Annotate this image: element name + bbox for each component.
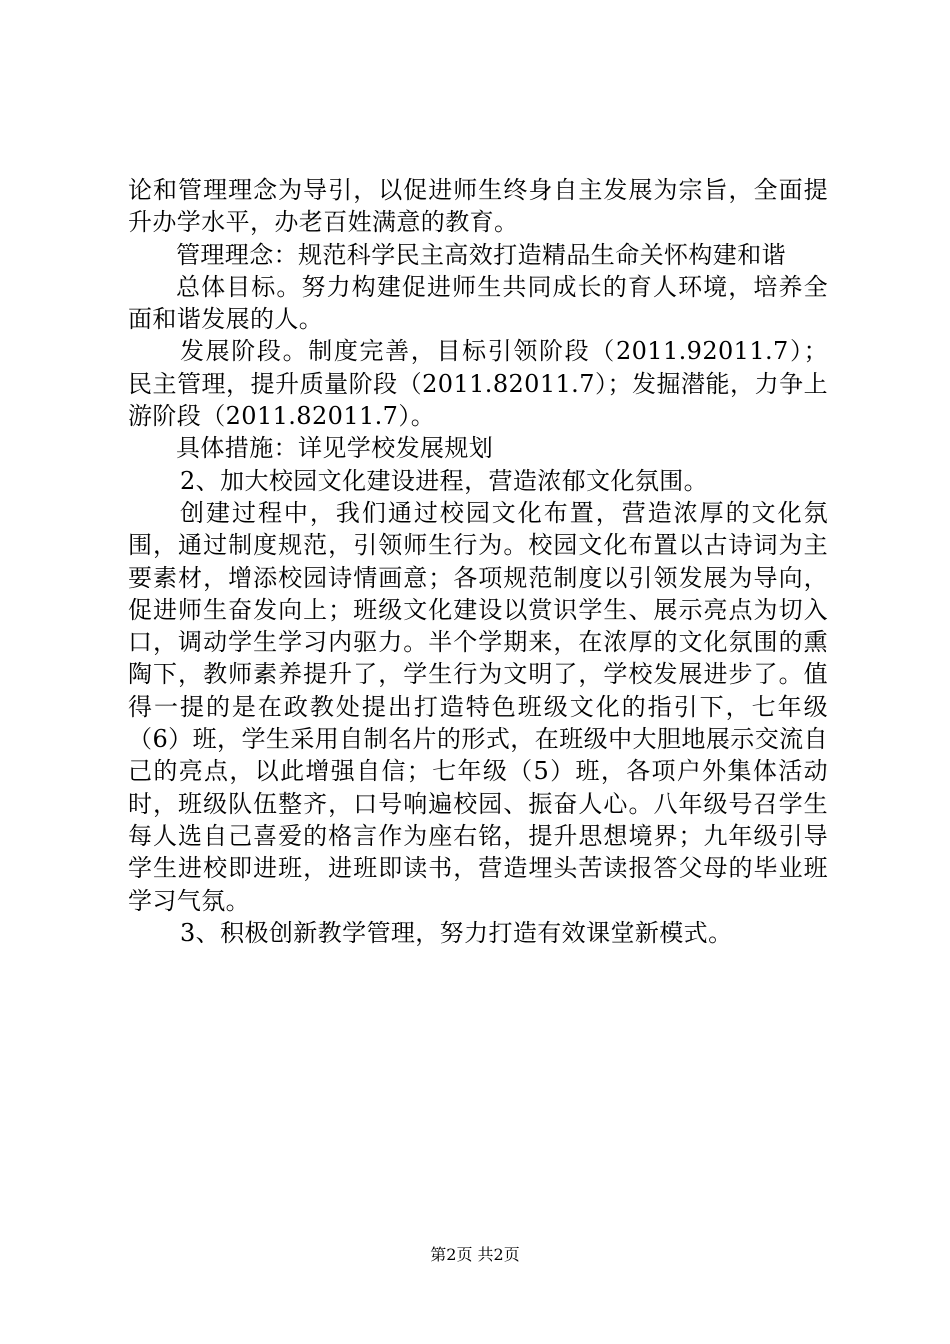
paragraph-overall-goal: 总体目标。努力构建促进师生共同成长的育人环境，培养全面和谐发展的人。 <box>128 272 828 334</box>
paragraph-campus-culture: 创建过程中，我们通过校园文化布置，营造浓厚的文化氛围，通过制度规范，引领师生行为。校园文化布置以古诗词为主要素材，增添校园诗情画意；各项规范制度以引领发展为导向，促进师生奋发向上；班级文化建设以赏识学生、展示亮点为切入口，调动学生学习内驱力。半个学期来，在浓厚的文化氛围的熏陶下，教师素养提升了，学生行为文明了，学校发展进步了。值得一提的是在政教处提出打造特色班级文化的指引下，七年级（6）班，学生采用自制名片的形式，在班级中大胆地展示交流自己的亮点，以此增强自信；七年级（5）班，各项户外集体活动时，班级队伍整齐，口号响遍校园、振奋人心。八年级号召学生每人选自己喜爱的格言作为座右铭，提升思想境界；九年级引导学生进校即进班，进班即读书，营造埋头苦读报答父母的毕业班学习气氛。 <box>128 498 828 915</box>
page-footer: 第2页 共2页 <box>430 1245 520 1264</box>
heading-teaching-management: 3、积极创新教学管理，努力打造有效课堂新模式。 <box>180 918 733 947</box>
document-body <box>128 174 828 949</box>
heading-campus-culture: 2、加大校园文化建设进程，营造浓郁文化氛围。 <box>180 466 709 495</box>
paragraph-management-concept: 管理理念：规范科学民主高效打造精品生命关怀构建和谐 <box>176 240 786 269</box>
paragraph-1: 论和管理理念为导引，以促进师生终身自主发展为宗旨，全面提升办学水平，办老百姓满意的教育。 <box>128 176 828 237</box>
paragraph-development-stages: 发展阶段。制度完善，目标引领阶段（2011.92011.7）；民主管理，提升质量阶段（2011.82011.7）；发掘潜能，力争上游阶段（2011.82011.7）。 <box>128 337 828 431</box>
paragraph-specific-measures: 具体措施：详见学校发展规划 <box>176 434 494 463</box>
